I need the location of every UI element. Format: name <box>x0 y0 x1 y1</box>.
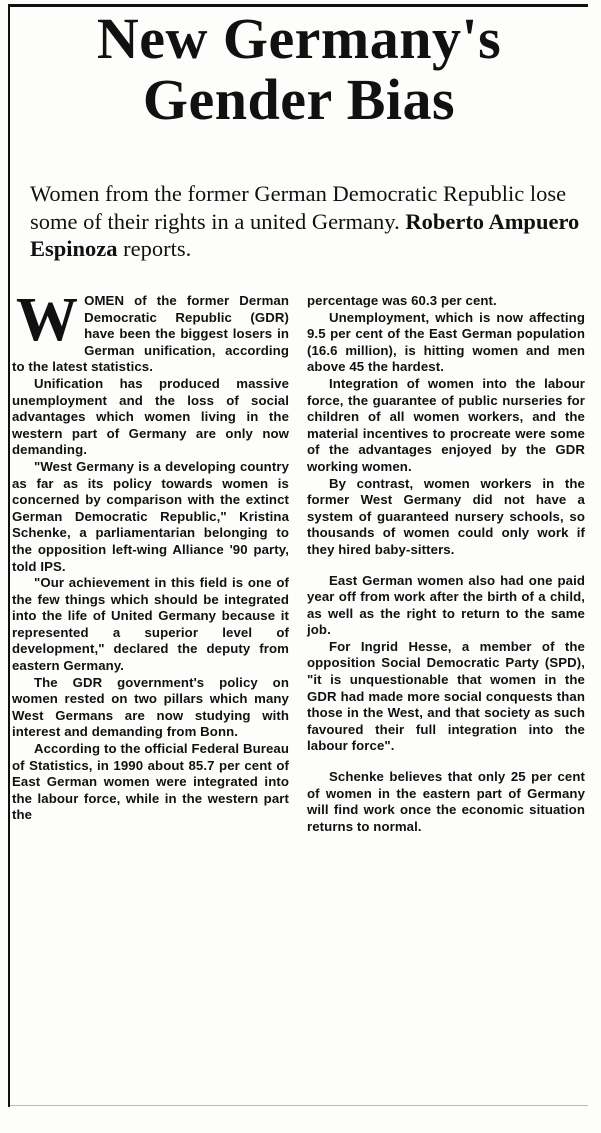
left-rule <box>8 4 10 1107</box>
paragraph: percentage was 60.3 per cent. <box>307 293 497 308</box>
drop-cap: W <box>16 286 79 354</box>
paragraph: The GDR government's policy on women rested on two pillars which many West Germans are now studying with interest and demanding from Bonn. <box>12 674 289 740</box>
headline <box>12 8 586 130</box>
paragraph: Unemployment, which is now affecting 9.5 per cent of the East German population (16.6 million), is hitting women and men above 45 the hardest. <box>307 309 585 375</box>
paragraph: Schenke believes that only 25 per cent of women in the eastern part of Germany will find work once the economic situation returns to normal. <box>307 769 585 834</box>
bottom-rule <box>10 1105 588 1106</box>
headline-line-1: New Germany's <box>96 6 502 71</box>
paragraph: By contrast, women workers in the former West Germany did not have a system of guaranteed nursery schools, so thousands of women could only work if they hired baby-sitters. <box>307 475 585 557</box>
paragraph: According to the official Federal Bureau of Statistics, in 1990 about 85.7 per cent of East German women were integrated into the labour force, while in the western part the <box>12 741 289 823</box>
paragraph-text: OMEN of the former Derman Democratic Republic (GDR) have been the biggest losers in German unification, according to the latest statistics. <box>12 293 289 375</box>
paragraph: For Ingrid Hesse, a member of the opposition Social Democratic Party (SPD), "it is unquestionable that women in the GDR had made more social conquests than those in the West, and that society as such favoured their full integration into the labour force". <box>307 638 585 754</box>
paragraph <box>12 286 289 376</box>
byline-author: Roberto Ampuero Espinoza <box>30 208 580 261</box>
standfirst-text: Women from the former German Democratic Republic lose some of their rights in a united Germany. <box>30 181 567 234</box>
paragraph: Unification has produced massive unemployment and the loss of social advantages which women living in the western part of Germany are only now demanding. <box>12 375 289 458</box>
standfirst <box>30 180 586 263</box>
article-column-right <box>307 293 585 835</box>
byline-suffix: reports. <box>123 236 192 261</box>
headline-line-2: Gender Bias <box>142 67 456 132</box>
paragraph: "West Germany is a developing country as far as its policy towards women is concerned by comparison with the extinct German Democratic Republic," Kristina Schenke, a parliamentarian belonging to the opposition left-wing Alliance '90 party, told IPS. <box>12 458 289 574</box>
paragraph: East German women also had one paid year off from work after the birth of a child, as well as the right to return to the same job. <box>307 572 585 638</box>
paragraph: "Our achievement in this field is one of the few things which should be integrated into the life of United Germany because it represented a superior level of development," declared the deputy from eastern Germany. <box>12 575 289 674</box>
paragraph: Integration of women into the labour force, the guarantee of public nurseries for children of all women workers, and the material incentives to procreate were some of the advantages enjoyed by the GDR working women. <box>307 375 585 474</box>
article-column-left <box>12 286 289 824</box>
